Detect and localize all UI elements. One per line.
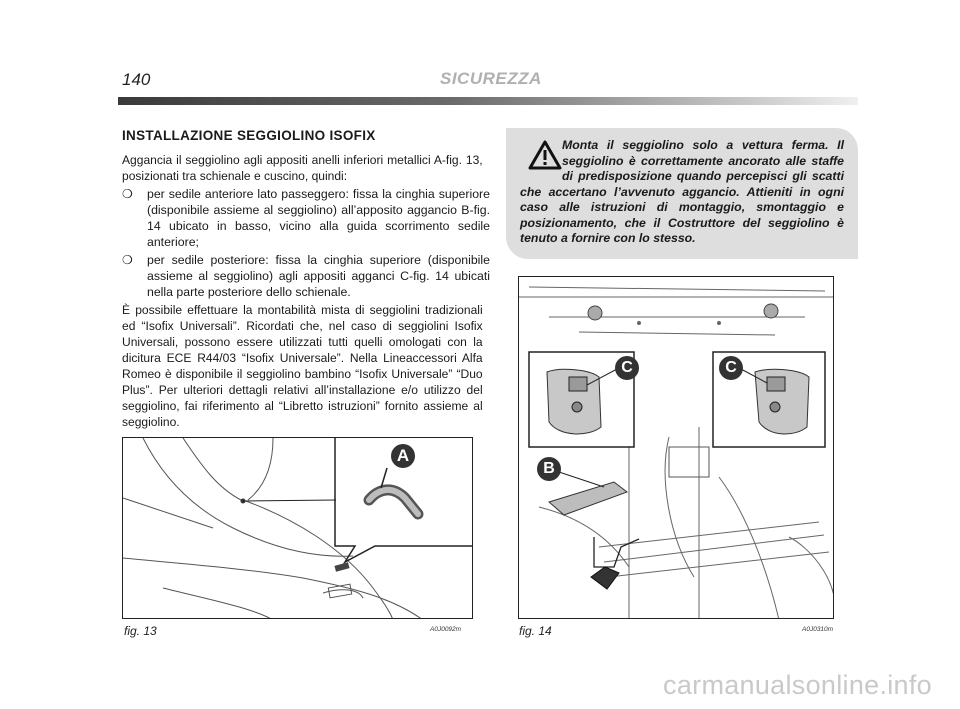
bullet-text: per sedile posteriore: fissa la cinghia superiore (disponibile assieme al seggiolino) agli appositi agganci C-fig. 14 ubicati nella parte posteriore dello schienale. [147,253,490,299]
fig14-label: fig. 14 [519,624,552,638]
callout-c-right [719,356,743,380]
bullet-icon: ❍ [122,187,133,201]
seat-isofix-illustration [123,438,473,619]
fig13-label: fig. 13 [124,624,157,638]
car-interior-isofix-illustration [519,277,834,619]
callout-c-left-label: C [621,359,633,376]
callout-a [391,444,415,468]
callout-b [537,457,561,481]
bullet-item [122,186,490,250]
bullet-text: per sedile anteriore lato passeggero: fissa la cinghia superiore (disponibile assieme al seggiolino) all’apposito aggancio B-fig. 14 ubicato in basso, vicino alla guida scorrimento sedile anteriore; [147,187,490,249]
header-rule [118,97,858,105]
body-paragraph: È possibile effettuare la montabilità mista di seggiolini tradizionali ed “Isofix Universali”. Ricordati che, nel caso di seggiolini Isofix Universali, possono essere utilizzati tutti quelli omologati con la dicitura ECE R44/03 “Isofix Universale”. Nella Lineaccessori Alfa Romeo è disponibile il seggiolino bambino “Isofix Universale” “Duo Plus”. Per ulteriori dettagli relativi all’installazione e/o utilizzo del seggiolino, fai riferimento al “Libretto istruzioni” fornito assieme al seggiolino. [122,303,483,429]
callout-c-right-label: C [725,359,737,376]
section-heading: INSTALLAZIONE SEGGIOLINO ISOFIX [122,128,376,143]
section-title: SICUREZZA [440,69,542,88]
callout-b-label: B [543,460,555,477]
figure-13 [122,437,473,619]
page-number: 140 [122,70,151,89]
figure-14 [518,276,834,619]
intro-paragraph: Aggancia il seggiolino agli appositi anelli inferiori metallici A-fig. 13, posizionati tra schienale e cuscino, quindi: [122,153,483,183]
warning-text: Monta il seggiolino solo a vettura ferma. Il seggiolino è correttamente ancorato alle staffe di predisposizione quando percepisci gli scatti che accertano l’avvenuto aggancio. Attieniti in ogni caso alle istruzioni di montaggio, smontaggio e posizionamento, che il Costruttore del seggiolino è tenuto a fornire con lo stesso. [520,138,844,245]
callout-c-left [615,356,639,380]
fig13-code: A0J0092m [430,626,462,633]
watermark-text[interactable]: carmanualsonline.info [663,670,932,700]
bullet-icon: ❍ [122,253,133,267]
callout-a-label: A [396,446,410,465]
warning-text-wrap [520,138,844,247]
fig14-code: A0J0310m [802,626,834,633]
bullet-item [122,252,490,300]
warning-box [506,128,858,259]
left-column [122,128,490,430]
warning-triangle-icon [528,140,562,170]
